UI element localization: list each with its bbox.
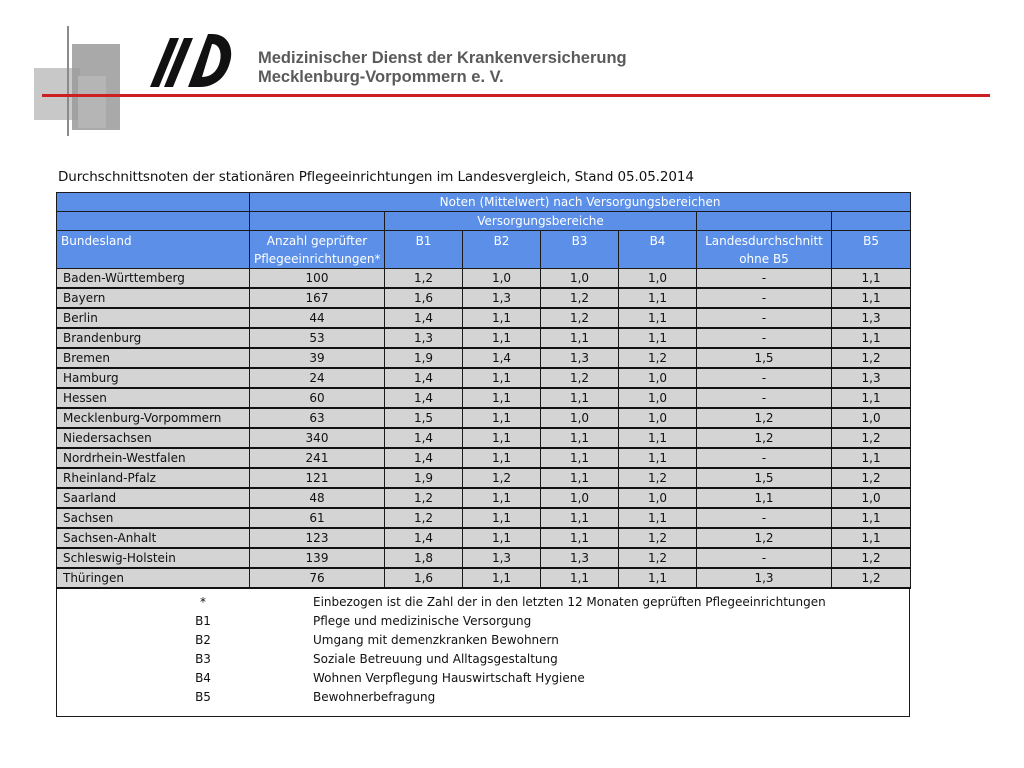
legend-item <box>57 633 909 652</box>
header-empty-cell <box>250 212 385 231</box>
cell-b5: 1,1 <box>832 528 911 548</box>
cell-b5: 1,3 <box>832 368 911 388</box>
cell-state: Sachsen <box>57 508 250 528</box>
cell-avg: - <box>697 368 832 388</box>
cell-b4: 1,2 <box>619 528 697 548</box>
cell-b2: 1,2 <box>463 468 541 488</box>
cell-avg: - <box>697 548 832 568</box>
cell-b1: 1,2 <box>385 269 463 289</box>
header-empty-cell <box>832 212 911 231</box>
column-header-average: Landesdurchschnitt ohne B5 <box>697 231 832 269</box>
cell-count: 123 <box>250 528 385 548</box>
cell-b5: 1,3 <box>832 308 911 328</box>
column-header-b4: B4 <box>619 231 697 269</box>
table-row <box>57 468 911 488</box>
cell-state: Bayern <box>57 288 250 308</box>
cell-b1: 1,2 <box>385 488 463 508</box>
cell-b5: 1,1 <box>832 508 911 528</box>
cell-b3: 1,0 <box>541 408 619 428</box>
cell-b5: 1,2 <box>832 568 911 588</box>
cell-b3: 1,1 <box>541 468 619 488</box>
table-row <box>57 308 911 328</box>
cell-avg: 1,5 <box>697 348 832 368</box>
cell-avg: - <box>697 308 832 328</box>
cell-b4: 1,0 <box>619 488 697 508</box>
organization-name <box>258 49 627 87</box>
header-row-group <box>57 212 911 231</box>
table-row <box>57 368 911 388</box>
cell-state: Brandenburg <box>57 328 250 348</box>
cell-b4: 1,0 <box>619 269 697 289</box>
cell-b1: 1,8 <box>385 548 463 568</box>
legend-key: B4 <box>195 671 211 685</box>
table-row <box>57 408 911 428</box>
cell-b3: 1,1 <box>541 568 619 588</box>
cell-b4: 1,1 <box>619 508 697 528</box>
cell-b1: 1,3 <box>385 328 463 348</box>
column-header-b5: B5 <box>832 231 911 269</box>
cell-b4: 1,1 <box>619 328 697 348</box>
cell-b2: 1,1 <box>463 328 541 348</box>
cell-avg: 1,5 <box>697 468 832 488</box>
cell-count: 61 <box>250 508 385 528</box>
cell-b3: 1,1 <box>541 528 619 548</box>
cell-count: 53 <box>250 328 385 348</box>
cell-b5: 1,2 <box>832 348 911 368</box>
legend-item <box>57 595 909 614</box>
cell-avg: 1,2 <box>697 428 832 448</box>
column-header-b2: B2 <box>463 231 541 269</box>
grades-table-container <box>56 192 910 717</box>
cell-count: 48 <box>250 488 385 508</box>
cell-b3: 1,1 <box>541 428 619 448</box>
cell-b3: 1,0 <box>541 269 619 289</box>
cell-b2: 1,4 <box>463 348 541 368</box>
cell-b2: 1,1 <box>463 448 541 468</box>
cell-b3: 1,1 <box>541 448 619 468</box>
table-row <box>57 428 911 448</box>
cell-state: Rheinland-Pfalz <box>57 468 250 488</box>
legend-key: * <box>200 595 206 609</box>
cell-state: Bremen <box>57 348 250 368</box>
cell-b4: 1,1 <box>619 428 697 448</box>
header-group-label: Versorgungsbereiche <box>385 212 697 231</box>
cell-b1: 1,4 <box>385 448 463 468</box>
table-row <box>57 288 911 308</box>
legend-key: B2 <box>195 633 211 647</box>
cell-b1: 1,4 <box>385 428 463 448</box>
table-row <box>57 388 911 408</box>
cell-state: Nordrhein-Westfalen <box>57 448 250 468</box>
cell-b2: 1,0 <box>463 269 541 289</box>
table-row <box>57 548 911 568</box>
table-row <box>57 448 911 468</box>
cell-b1: 1,9 <box>385 348 463 368</box>
cell-b2: 1,3 <box>463 548 541 568</box>
cell-b1: 1,2 <box>385 508 463 528</box>
cell-b1: 1,6 <box>385 568 463 588</box>
cell-b4: 1,0 <box>619 408 697 428</box>
cell-avg: - <box>697 508 832 528</box>
cell-avg: - <box>697 269 832 289</box>
cell-avg: - <box>697 288 832 308</box>
cell-state: Sachsen-Anhalt <box>57 528 250 548</box>
cell-count: 100 <box>250 269 385 289</box>
cell-b1: 1,9 <box>385 468 463 488</box>
cell-avg: 1,1 <box>697 488 832 508</box>
cell-state: Mecklenburg-Vorpommern <box>57 408 250 428</box>
legend-item <box>57 614 909 633</box>
legend-key: B1 <box>195 614 211 628</box>
cell-b5: 1,0 <box>832 488 911 508</box>
cell-b2: 1,1 <box>463 388 541 408</box>
cell-count: 121 <box>250 468 385 488</box>
cell-b5: 1,1 <box>832 288 911 308</box>
cell-b2: 1,1 <box>463 368 541 388</box>
cell-b2: 1,1 <box>463 428 541 448</box>
cell-b4: 1,0 <box>619 388 697 408</box>
cell-b4: 1,1 <box>619 288 697 308</box>
cell-state: Baden-Württemberg <box>57 269 250 289</box>
cell-b4: 1,1 <box>619 568 697 588</box>
cell-b1: 1,4 <box>385 388 463 408</box>
header-empty-cell <box>57 193 250 212</box>
cell-b5: 1,2 <box>832 468 911 488</box>
legend-text: Pflege und medizinische Versorgung <box>313 614 532 628</box>
column-header-count: Anzahl geprüfter Pflegeeinrichtungen* <box>250 231 385 269</box>
cell-avg: 1,2 <box>697 528 832 548</box>
cell-state: Hamburg <box>57 368 250 388</box>
cell-b3: 1,1 <box>541 388 619 408</box>
column-header-b3: B3 <box>541 231 619 269</box>
cell-state: Berlin <box>57 308 250 328</box>
legend-text: Bewohnerbefragung <box>313 690 436 704</box>
cell-b5: 1,1 <box>832 269 911 289</box>
organization-name-line2: Mecklenburg-Vorpommern e. V. <box>258 68 504 86</box>
cell-count: 76 <box>250 568 385 588</box>
cell-b5: 1,1 <box>832 388 911 408</box>
cell-state: Schleswig-Holstein <box>57 548 250 568</box>
header-red-rule <box>42 94 990 97</box>
table-row <box>57 269 911 289</box>
cell-b5: 1,1 <box>832 448 911 468</box>
mdk-logo-icon <box>150 30 232 88</box>
cell-b2: 1,1 <box>463 308 541 328</box>
cell-b2: 1,1 <box>463 508 541 528</box>
legend-item <box>57 671 909 690</box>
cell-b5: 1,2 <box>832 428 911 448</box>
cell-b2: 1,1 <box>463 568 541 588</box>
cell-b3: 1,3 <box>541 548 619 568</box>
cell-count: 241 <box>250 448 385 468</box>
cell-b3: 1,3 <box>541 348 619 368</box>
cell-b3: 1,1 <box>541 508 619 528</box>
table-row <box>57 328 911 348</box>
cell-count: 44 <box>250 308 385 328</box>
cell-b5: 1,0 <box>832 408 911 428</box>
cell-b3: 1,1 <box>541 328 619 348</box>
cell-count: 63 <box>250 408 385 428</box>
cell-b1: 1,6 <box>385 288 463 308</box>
header-empty-cell <box>57 212 250 231</box>
cell-b5: 1,1 <box>832 328 911 348</box>
column-header-state: Bundesland <box>57 231 250 269</box>
cell-b1: 1,4 <box>385 308 463 328</box>
legend-text: Einbezogen ist die Zahl der in den letzten 12 Monaten geprüften Pflegeeinrichtungen <box>313 595 826 609</box>
cell-avg: - <box>697 328 832 348</box>
cell-b1: 1,4 <box>385 528 463 548</box>
cell-b3: 1,0 <box>541 488 619 508</box>
cell-state: Hessen <box>57 388 250 408</box>
organization-name-line1: Medizinischer Dienst der Krankenversicherung <box>258 49 627 67</box>
table-row <box>57 508 911 528</box>
cell-b1: 1,5 <box>385 408 463 428</box>
cell-b4: 1,2 <box>619 548 697 568</box>
grades-table <box>56 192 911 589</box>
cell-count: 24 <box>250 368 385 388</box>
cell-b3: 1,2 <box>541 368 619 388</box>
cell-b3: 1,2 <box>541 308 619 328</box>
legend-key: B3 <box>195 652 211 666</box>
header-empty-cell <box>697 212 832 231</box>
cell-count: 139 <box>250 548 385 568</box>
cell-b3: 1,2 <box>541 288 619 308</box>
cell-b2: 1,1 <box>463 528 541 548</box>
cell-b1: 1,4 <box>385 368 463 388</box>
cell-avg: 1,2 <box>697 408 832 428</box>
cell-b4: 1,1 <box>619 448 697 468</box>
decor-vertical-line <box>67 26 69 136</box>
cell-count: 39 <box>250 348 385 368</box>
legend-item <box>57 690 909 709</box>
cell-b4: 1,1 <box>619 308 697 328</box>
cell-avg: 1,3 <box>697 568 832 588</box>
cell-state: Niedersachsen <box>57 428 250 448</box>
header-row-top <box>57 193 911 212</box>
legend-text: Soziale Betreuung und Alltagsgestaltung <box>313 652 558 666</box>
header-top-label: Noten (Mittelwert) nach Versorgungsbereichen <box>250 193 911 212</box>
table-row <box>57 488 911 508</box>
legend-key: B5 <box>195 690 211 704</box>
cell-avg: - <box>697 388 832 408</box>
column-header-b1: B1 <box>385 231 463 269</box>
table-row <box>57 568 911 588</box>
decor-square-mid <box>78 76 106 128</box>
cell-b4: 1,0 <box>619 368 697 388</box>
table-row <box>57 348 911 368</box>
legend-item <box>57 652 909 671</box>
legend-text: Wohnen Verpflegung Hauswirtschaft Hygiene <box>313 671 585 685</box>
table-title: Durchschnittsnoten der stationären Pflegeeinrichtungen im Landesvergleich, Stand 05.05.2014 <box>58 169 694 185</box>
cell-state: Saarland <box>57 488 250 508</box>
table-row <box>57 528 911 548</box>
header-row-columns <box>57 231 911 269</box>
cell-b4: 1,2 <box>619 348 697 368</box>
cell-state: Thüringen <box>57 568 250 588</box>
cell-b4: 1,2 <box>619 468 697 488</box>
cell-b2: 1,1 <box>463 408 541 428</box>
cell-avg: - <box>697 448 832 468</box>
cell-b5: 1,2 <box>832 548 911 568</box>
cell-count: 167 <box>250 288 385 308</box>
cell-b2: 1,3 <box>463 288 541 308</box>
legend-text: Umgang mit demenzkranken Bewohnern <box>313 633 559 647</box>
cell-b2: 1,1 <box>463 488 541 508</box>
cell-count: 60 <box>250 388 385 408</box>
cell-count: 340 <box>250 428 385 448</box>
table-legend <box>56 589 910 717</box>
